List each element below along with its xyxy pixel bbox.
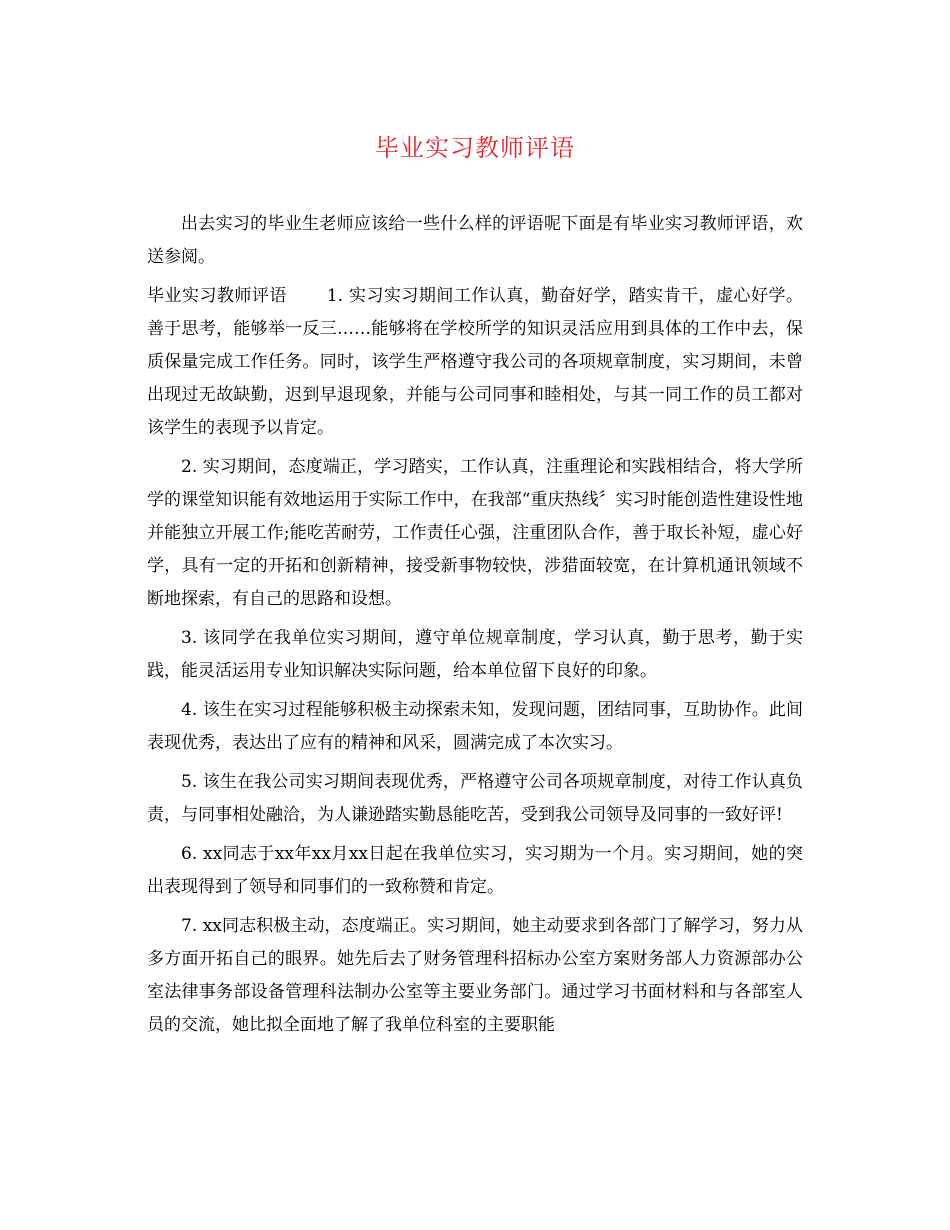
paragraph-item-1 [147, 280, 803, 445]
section-label: 毕业实习教师评语 [147, 286, 287, 306]
paragraph-item-3: 3. 该同学在我单位实习期间，遵守单位规章制度，学习认真，勤于思考，勤于实践，能灵活运用专业知识解决实际问题，给本单位留下良好的印象。 [147, 628, 803, 681]
document-body [147, 208, 803, 1048]
paragraph-item-6: 6. xx同志于xx年xx月xx日起在我单位实习，实习期为一个月。实习期间，她的突出表现得到了领导和同事们的一致称赞和肯定。 [147, 844, 803, 897]
intro-paragraph: 出去实习的毕业生老师应该给一些什么样的评语呢下面是有毕业实习教师评语，欢送参阅。 [147, 214, 803, 267]
paragraph-item-7: 7. xx同志积极主动，态度端正。实习期间，她主动要求到各部门了解学习，努力从多方面开拓自己的眼界。她先后去了财务管理科招标办公室方案财务部人力资源部办公室法律事务部设备管理科法制办公室等主要业务部门。通过学习书面材料和与各部室人员的交流，她比拟全面地了解了我单位科室的主要职能 [147, 916, 803, 1035]
paragraph-item-1-text: 1. 实习实习期间工作认真，勤奋好学，踏实肯干，虚心好学。善于思考，能够举一反三……能够将在学校所学的知识灵活应用到具体的工作中去，保质保量完成工作任务。同时，该学生严格遵守我公司的各项规章制度，实习期间，未曾出现过无故缺勤，迟到早退现象，并能与公司同事和睦相处，与其一同工作的员工都对该学生的表现予以肯定。 [147, 286, 804, 438]
paragraph-item-4: 4. 该生在实习过程能够积极主动探索未知，发现问题，团结同事，互助协作。此间表现优秀，表达出了应有的精神和风采，圆满完成了本次实习。 [147, 700, 803, 753]
paragraph-item-2: 2. 实习期间，态度端正，学习踏实，工作认真，注重理论和实践相结合，将大学所学的课堂知识能有效地运用于实际工作中，在我部“重庆热线〞实习时能创造性建设性地并能独立开展工作;能吃苦耐劳，工作责任心强，注重团队合作，善于取长补短，虚心好学，具有一定的开拓和创新精神，接受新事物较快，涉猎面较宽，在计算机通讯领域不断地探索，有自己的思路和设想。 [147, 457, 803, 609]
paragraph-item-5: 5. 该生在我公司实习期间表现优秀，严格遵守公司各项规章制度，对待工作认真负责，与同事相处融洽，为人谦逊踏实勤恳能吃苦，受到我公司领导及同事的一致好评! [147, 772, 803, 825]
document-title: 毕业实习教师评语 [375, 134, 575, 162]
